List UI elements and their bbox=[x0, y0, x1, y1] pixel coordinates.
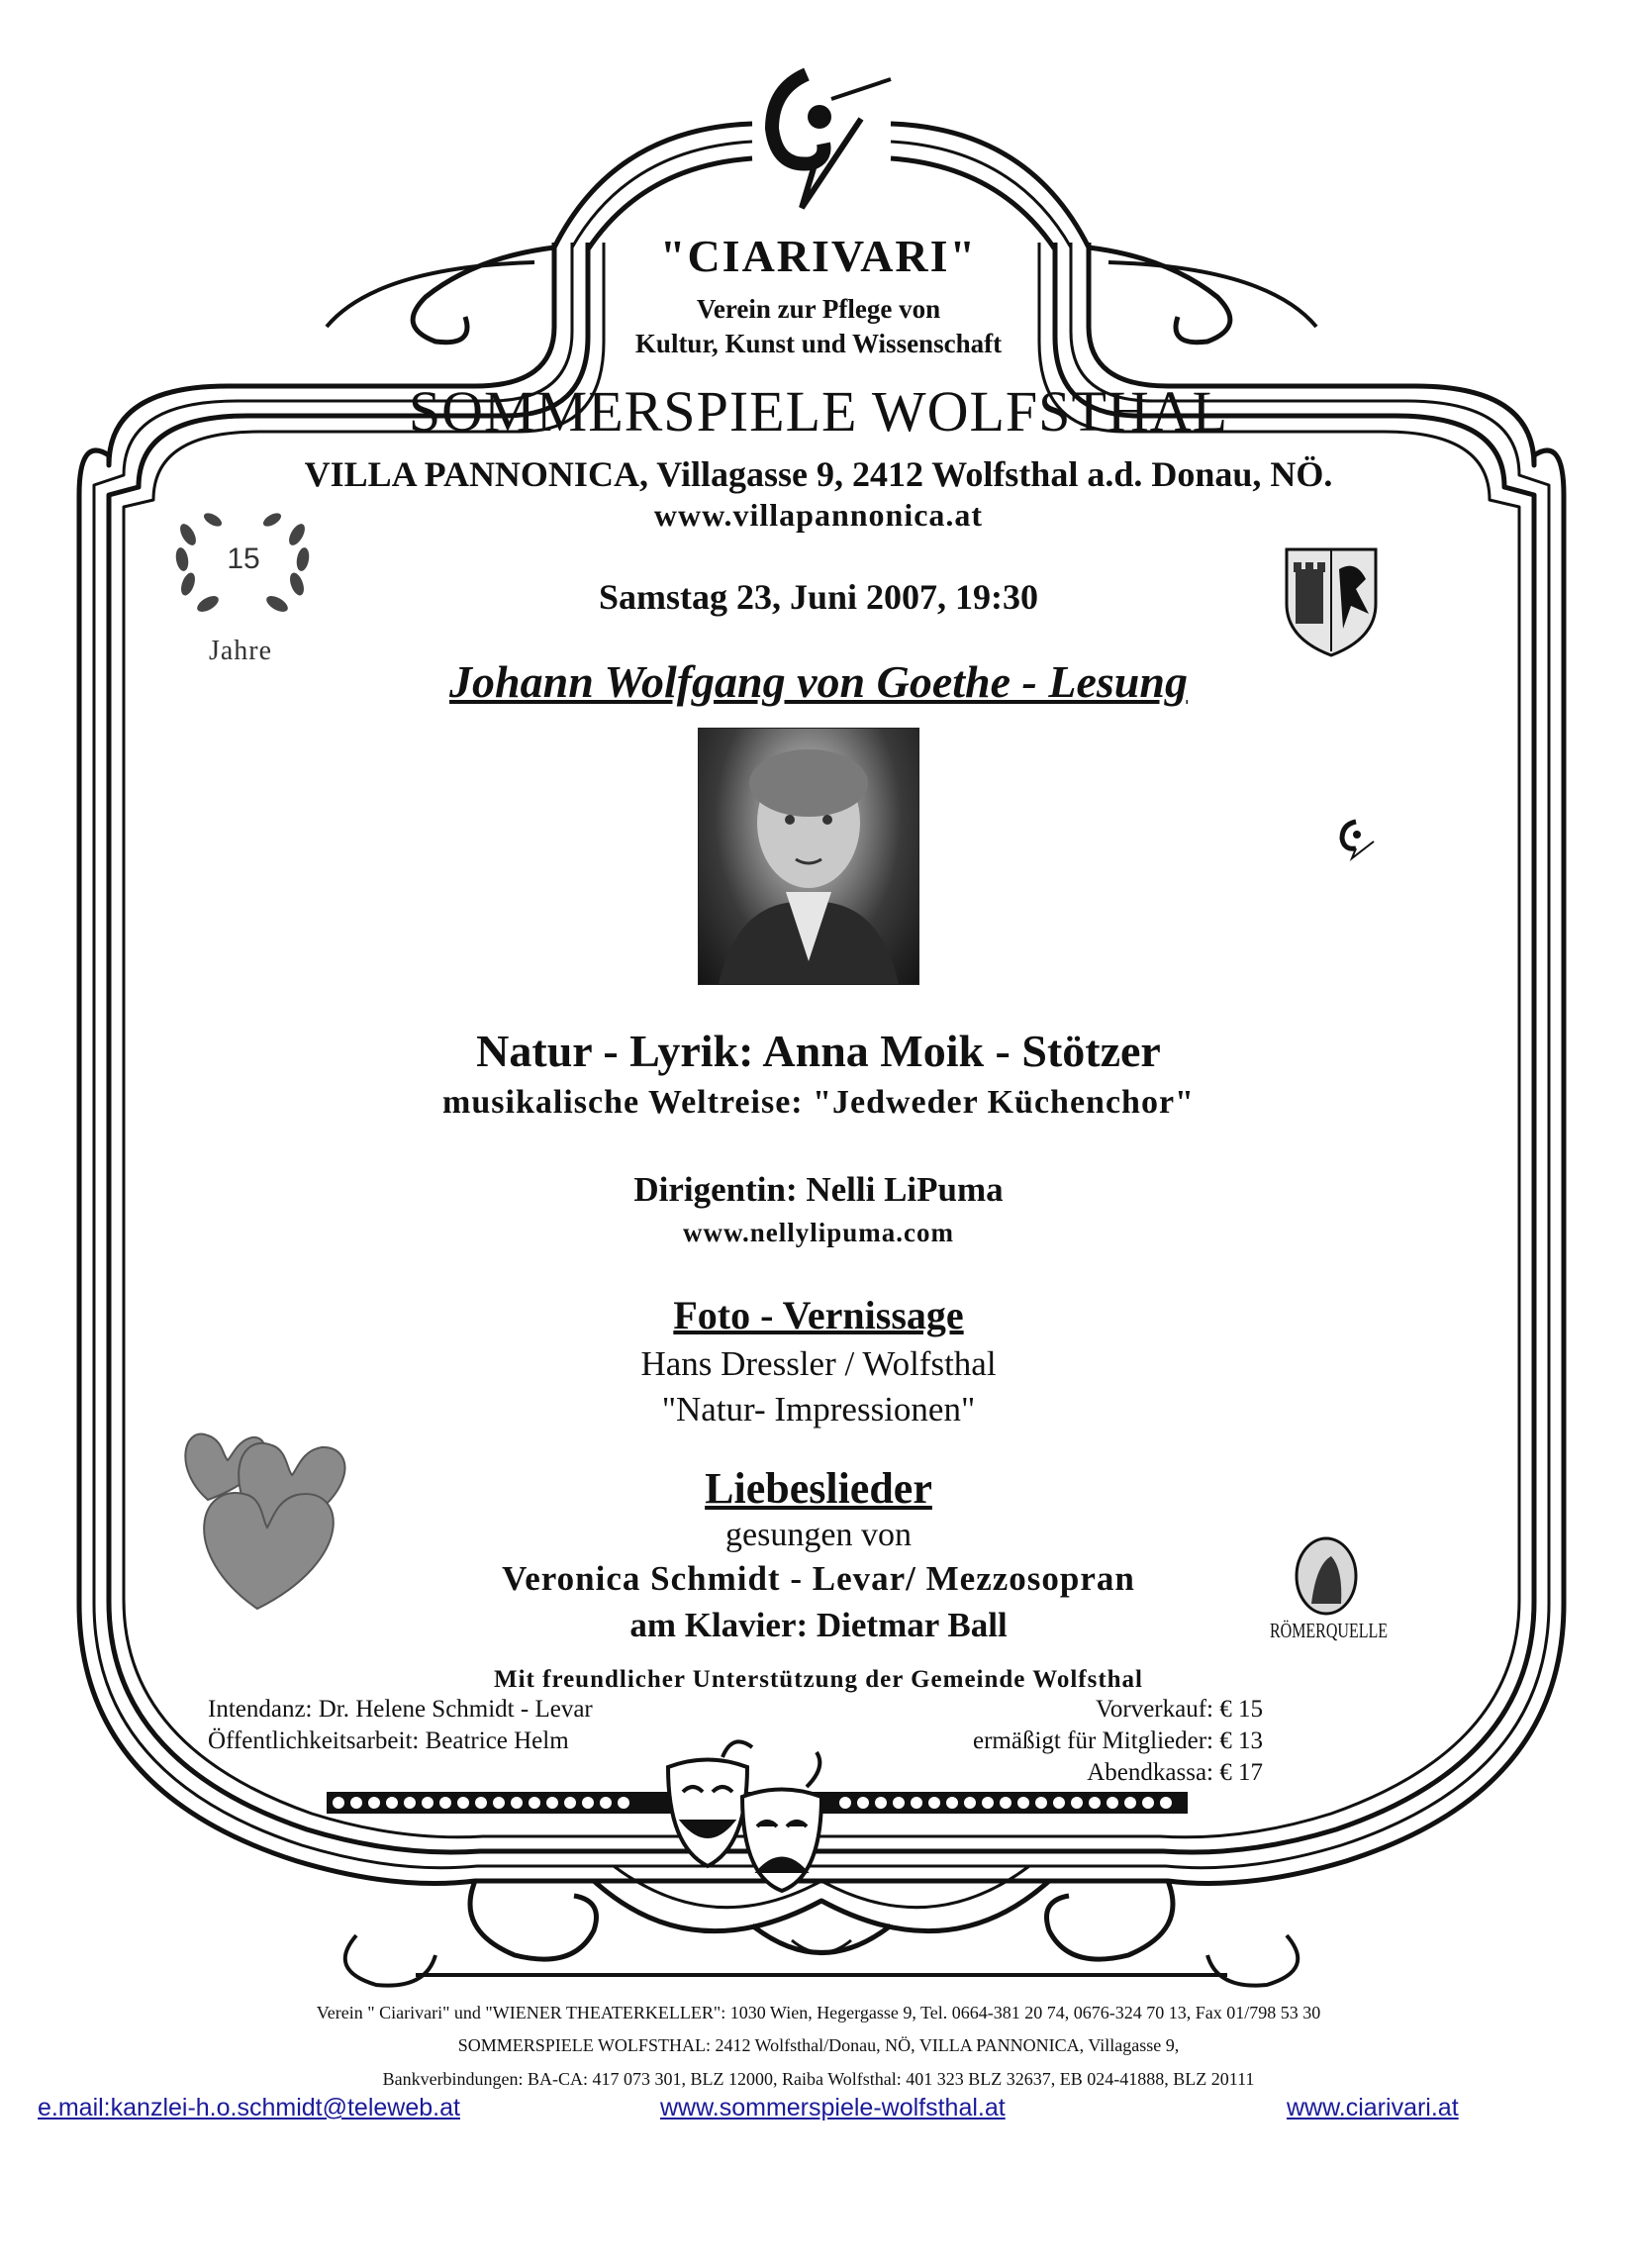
goethe-portrait bbox=[698, 728, 919, 985]
ciarivari-logo-icon bbox=[732, 59, 901, 218]
foto-title: Foto - Vernissage bbox=[673, 1293, 964, 1337]
venue-website: www.villapannonica.at bbox=[653, 497, 984, 533]
footer-line-1: Verein " Ciarivari" und "WIENER THEATERKELLER": 1030 Wien, Hegergasse 9, Tel. 0664-381 20 74, 0676-324 70 13, Fax 01/798 53 30 bbox=[316, 2003, 1321, 2022]
liebes-subtitle: gesungen von bbox=[725, 1517, 912, 1553]
sponsor-logo-text: RÖMERQUELLE bbox=[1269, 1621, 1389, 1643]
dirigentin-line: Dirigentin: Nelli LiPuma bbox=[633, 1170, 1004, 1209]
email-link[interactable]: e.mail:kanzlei-h.o.schmidt@teleweb.at bbox=[38, 2094, 460, 2121]
theater-masks-icon bbox=[648, 1727, 846, 1896]
footer-line-3: Bankverbindungen: BA-CA: 417 073 301, BLZ 12000, Raiba Wolfsthal: 401 323 BLZ 32637, EB 024-41888, BLZ 20111 bbox=[382, 2069, 1255, 2089]
price-mitglieder: ermäßigt für Mitglieder: € 13 bbox=[973, 1727, 1263, 1754]
pr-line: Öffentlichkeitsarbeit: Beatrice Helm bbox=[208, 1727, 569, 1754]
weltreise-line: musikalische Weltreise: "Jedweder Küchenchor" bbox=[442, 1084, 1195, 1121]
intendanz-line: Intendanz: Dr. Helene Schmidt - Levar bbox=[208, 1696, 593, 1723]
org-title: "CIARIVARI" bbox=[659, 231, 978, 281]
roemerquelle-logo-icon bbox=[1292, 1534, 1361, 1619]
liebes-title: Liebeslieder bbox=[705, 1464, 932, 1513]
foto-subtitle: "Natur- Impressionen" bbox=[661, 1390, 976, 1429]
price-abendkassa: Abendkassa: € 17 bbox=[1087, 1759, 1263, 1786]
support-line: Mit freundlicher Unterstützung der Gemeinde Wolfsthal bbox=[494, 1666, 1143, 1693]
hearts-icon bbox=[173, 1411, 396, 1633]
anniversary-number: 15 bbox=[227, 542, 260, 575]
anniversary-label: Jahre bbox=[208, 636, 273, 666]
event-date-time: Samstag 23, Juni 2007, 19:30 bbox=[598, 577, 1039, 617]
lyrik-line: Natur - Lyrik: Anna Moik - Stötzer bbox=[476, 1026, 1161, 1076]
website-link-ciarivari[interactable]: www.ciarivari.at bbox=[1287, 2094, 1459, 2121]
foto-artist: Hans Dressler / Wolfsthal bbox=[640, 1344, 997, 1383]
festival-title: SOMMERSPIELE WOLFSTHAL bbox=[408, 379, 1229, 444]
website-link-sommerspiele[interactable]: www.sommerspiele-wolfsthal.at bbox=[660, 2094, 1006, 2121]
pianist-line: am Klavier: Dietmar Ball bbox=[629, 1606, 1008, 1644]
ciarivari-small-logo-icon bbox=[1334, 817, 1379, 861]
event-title: Johann Wolfgang von Goethe - Lesung bbox=[449, 656, 1188, 707]
org-subtitle-2: Kultur, Kunst und Wissenschaft bbox=[634, 329, 1003, 358]
dirigentin-website: www.nellylipuma.com bbox=[682, 1218, 954, 1247]
price-vorverkauf: Vorverkauf: € 15 bbox=[1096, 1696, 1263, 1723]
venue-address: VILLA PANNONICA, Villagasse 9, 2412 Wolfsthal a.d. Donau, NÖ. bbox=[304, 454, 1333, 494]
org-subtitle-1: Verein zur Pflege von bbox=[696, 294, 941, 324]
footer-line-2: SOMMERSPIELE WOLFSTHAL: 2412 Wolfsthal/Donau, NÖ, VILLA PANNONICA, Villagasse 9, bbox=[457, 2035, 1180, 2055]
singer-line: Veronica Schmidt - Levar/ Mezzosopran bbox=[502, 1559, 1135, 1598]
